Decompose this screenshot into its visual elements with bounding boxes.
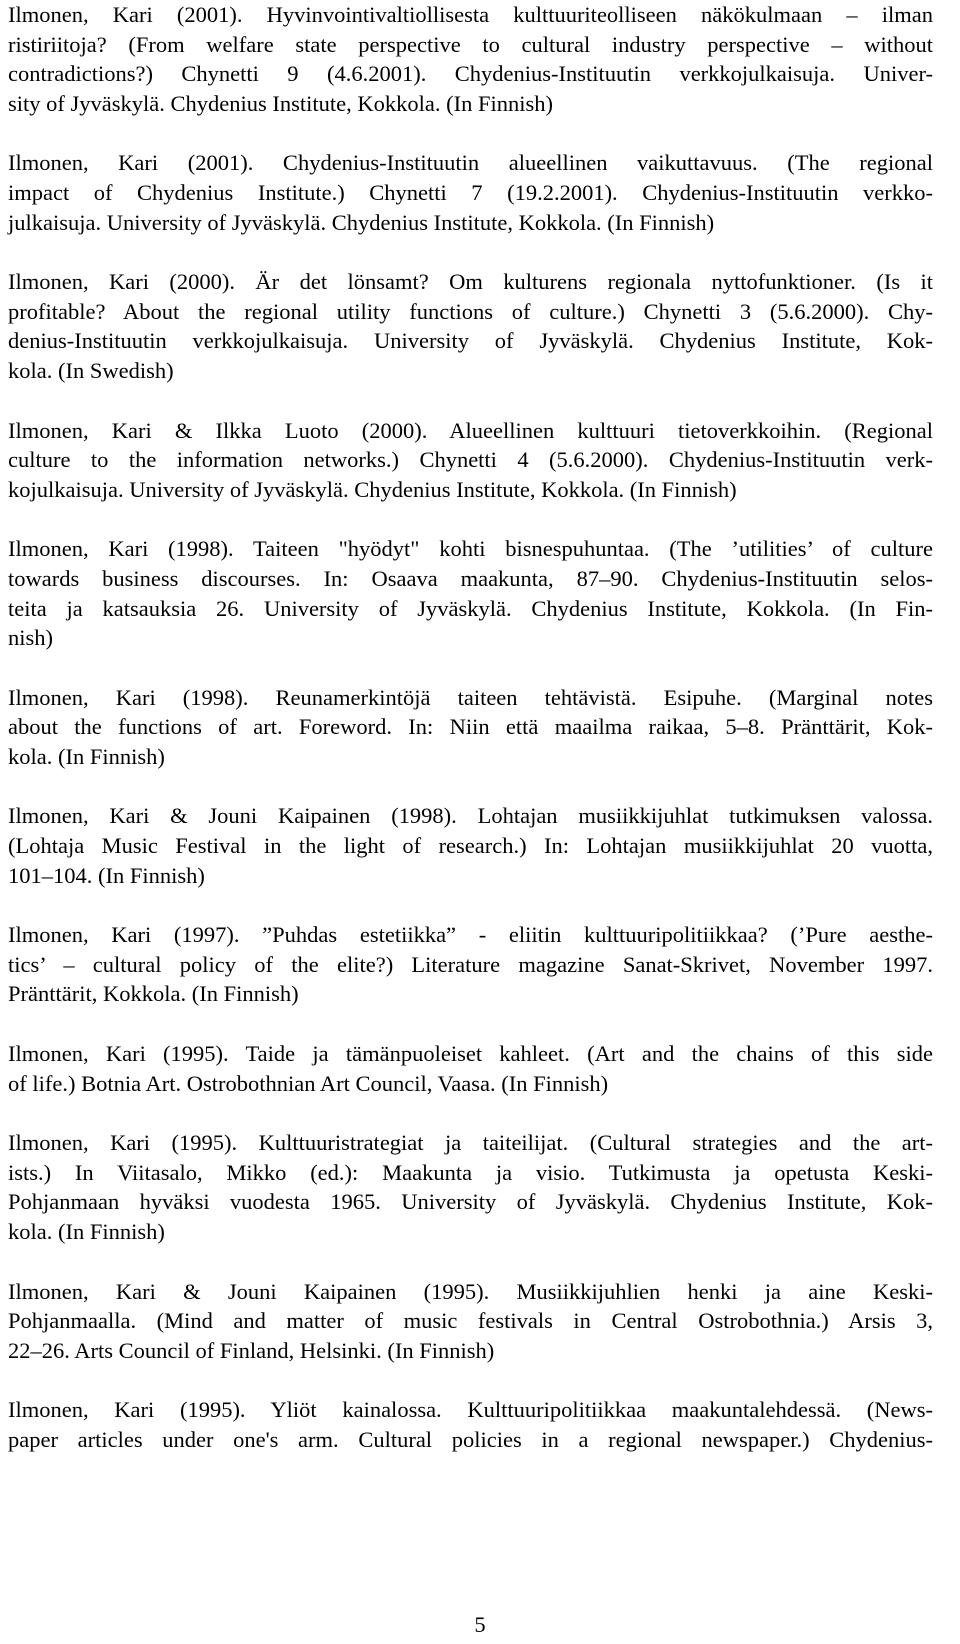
reference-entry [8, 416, 933, 505]
reference-line: sity of Jyväskylä. Chydenius Institute, Kokkola. (In Finnish) [8, 90, 553, 116]
reference-line: 22–26. Arts Council of Finland, Helsinki. (In Finnish) [8, 1337, 495, 1363]
reference-entry [8, 920, 933, 1009]
reference-entry [8, 1128, 933, 1246]
reference-entry [8, 1277, 933, 1366]
reference-line: Pränttärit, Kokkola. (In Finnish) [8, 981, 299, 1007]
reference-line: denius-Instituutin verkkojulkaisuja. University of Jyväskylä. Chydenius Institute, Kok- [8, 328, 933, 354]
reference-line: Ilmonen, Kari (1995). Taide ja tämänpuoleiset kahleet. (Art and the chains of this side [8, 1041, 933, 1067]
reference-line: Ilmonen, Kari (1995). Yliöt kainalossa. Kulttuuripolitiikkaa maakuntalehdessä. (News- [8, 1397, 933, 1423]
reference-line: Ilmonen, Kari (1998). Taiteen "hyödyt" kohti bisnespuhuntaa. (The ’utilities’ of culture [8, 536, 933, 562]
reference-line: about the functions of art. Foreword. In: Niin että maailma raikaa, 5–8. Pränttärit, Kok- [8, 714, 933, 740]
reference-line: 101–104. (In Finnish) [8, 862, 205, 888]
reference-entry [8, 1039, 933, 1098]
reference-line: ists.) In Viitasalo, Mikko (ed.): Maakunta ja visio. Tutkimusta ja opetusta Keski- [8, 1159, 933, 1185]
reference-line: of life.) Botnia Art. Ostrobothnian Art Council, Vaasa. (In Finnish) [8, 1070, 609, 1096]
reference-line: culture to the information networks.) Chynetti 4 (5.6.2000). Chydenius-Instituutin verk- [8, 447, 933, 473]
reference-entry [8, 801, 933, 890]
reference-line: kola. (In Finnish) [8, 743, 165, 769]
reference-line: Ilmonen, Kari (1997). ”Puhdas estetiikka” - eliitin kulttuuripolitiikkaa? (’Pure aesthe- [8, 922, 933, 948]
reference-entry [8, 1395, 933, 1454]
reference-line: nish) [8, 625, 53, 651]
reference-line: Ilmonen, Kari (2000). Är det lönsamt? Om kulturens regionala nyttofunktioner. (Is it [8, 269, 933, 295]
reference-line: paper articles under one's arm. Cultural policies in a regional newspaper.) Chydenius- [8, 1426, 933, 1452]
reference-line: julkaisuja. University of Jyväskylä. Chydenius Institute, Kokkola. (In Finnish) [8, 209, 715, 235]
reference-line: kola. (In Finnish) [8, 1219, 165, 1244]
reference-line: kola. (In Swedish) [8, 357, 174, 383]
reference-line: towards business discourses. In: Osaava maakunta, 87–90. Chydenius-Instituutin selos- [8, 565, 933, 591]
reference-line: Ilmonen, Kari (1995). Kulttuuristrategiat ja taiteilijat. (Cultural strategies and the art- [8, 1130, 933, 1156]
reference-line: Ilmonen, Kari (1998). Reunamerkintöjä taiteen tehtävistä. Esipuhe. (Marginal notes [8, 684, 933, 710]
reference-line: contradictions?) Chynetti 9 (4.6.2001). Chydenius-Instituutin verkkojulkaisuja. Univer- [8, 61, 933, 87]
reference-line: profitable? About the regional utility functions of culture.) Chynetti 3 (5.6.2000). Chy- [8, 298, 933, 324]
reference-line: Pohjanmaan hyväksi vuodesta 1965. University of Jyväskylä. Chydenius Institute, Kok- [8, 1189, 933, 1215]
reference-entry [8, 0, 933, 118]
reference-line: Ilmonen, Kari & Ilkka Luoto (2000). Alueellinen kulttuuri tietoverkkoihin. (Regional [8, 417, 933, 443]
reference-line: teita ja katsauksia 26. University of Jyväskylä. Chydenius Institute, Kokkola. (In Fin- [8, 595, 933, 621]
reference-line: (Lohtaja Music Festival in the light of research.) In: Lohtajan musiikkijuhlat 20 vuotta, [8, 833, 933, 859]
page-number: 5 [474, 1612, 486, 1637]
reference-line: kojulkaisuja. University of Jyväskylä. Chydenius Institute, Kokkola. (In Finnish) [8, 476, 737, 502]
reference-line: Ilmonen, Kari & Jouni Kaipainen (1995). Musiikkijuhlien henki ja aine Keski- [8, 1278, 933, 1304]
reference-line: tics’ – cultural policy of the elite?) Literature magazine Sanat-Skrivet, November 1997. [8, 951, 933, 977]
reference-list [8, 0, 933, 1485]
reference-line: impact of Chydenius Institute.) Chynetti 7 (19.2.2001). Chydenius-Instituutin verkko- [8, 179, 933, 205]
reference-entry [8, 267, 933, 385]
reference-line: ristiriitoja? (From welfare state perspective to cultural industry perspective – without [8, 31, 933, 57]
reference-entry [8, 683, 933, 772]
reference-line: Ilmonen, Kari (2001). Chydenius-Instituutin alueellinen vaikuttavuus. (The regional [8, 150, 933, 176]
reference-entry [8, 534, 933, 652]
reference-line: Pohjanmaalla. (Mind and matter of music festivals in Central Ostrobothnia.) Arsis 3, [8, 1308, 933, 1334]
reference-line: Ilmonen, Kari (2001). Hyvinvointivaltiollisesta kulttuuriteolliseen näkökulmaan – ilman [8, 2, 933, 27]
reference-entry [8, 148, 933, 237]
reference-line: Ilmonen, Kari & Jouni Kaipainen (1998). Lohtajan musiikkijuhlat tutkimuksen valossa. [8, 803, 933, 829]
